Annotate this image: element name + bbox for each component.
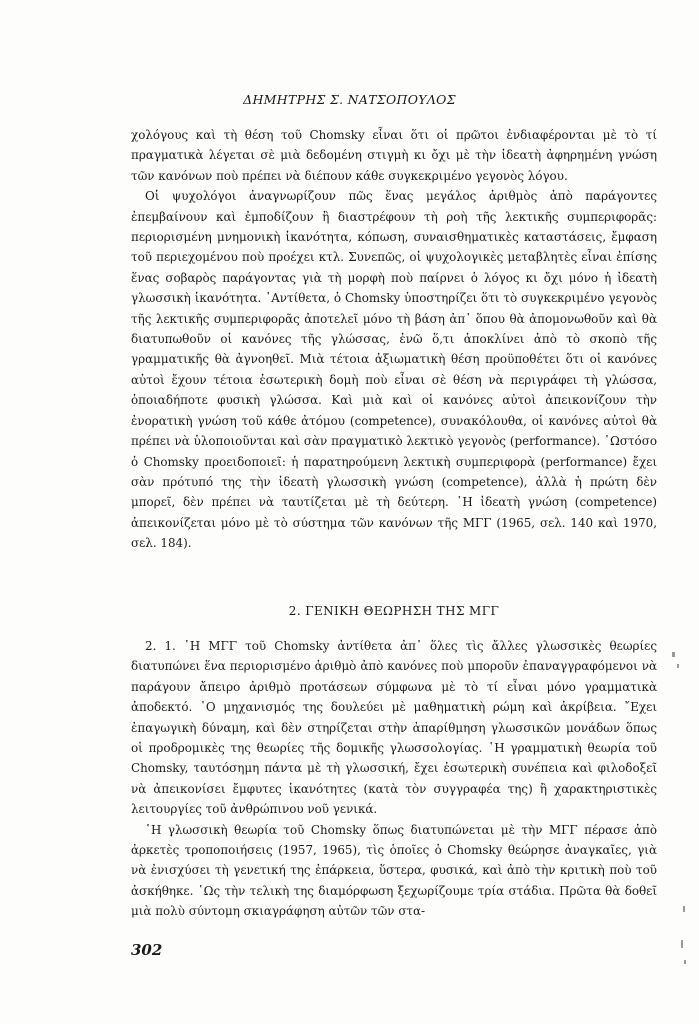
scan-artifact-mark bbox=[683, 906, 685, 912]
page-number: 302 bbox=[131, 941, 163, 959]
text-block-upper bbox=[131, 125, 657, 554]
running-head: ΔΗΜΗΤΡΗΣ Σ. ΝΑΤΣΟΠΟΥΛΟΣ bbox=[243, 92, 456, 107]
paragraph: 2. 1. ῾Η ΜΓΓ τοῦ Chomsky ἀντίθετα ἀπ᾿ ὅλες τὶς ἄλλες γλωσσικὲς θεωρίες διατυπώνει ἕνα περιορισμένο ἀριθμὸ ἀπὸ κανόνες ποὺ μποροῦν ἐπαναγγραφόμενοι νὰ παράγουν ἄπειρο ἀριθμὸ προτάσεων σύμφωνα μὲ τὸ τί εἶναι μόνο γραμματικὰ ἀποδεκτό. ῾Ο μηχανισμός της δουλεύει μὲ μαθηματικὴ ρώμη καὶ ἀκρίβεια. ῎Εχει ἐπαγωγικὴ δύναμη, καὶ δὲν στηρίζεται στὴν ἀπαρίθμηση γλωσσικῶν μονάδων ὅπως οἱ προδρομικὲς της θεωρίες τῆς δομικῆς γλωσσολογίας. ῾Η γραμματικὴ θεωρία τοῦ Chomsky, ταυτόσημη πάντα μὲ τὴ γλωσσική, ἔχει ἐσωτερικὴ συνέπεια καὶ φιλοδοξεῖ νὰ ἀπεικονίσει ἔμφυτες ἱκανότητες (κατὰ τὸν συγγραφέα της) ἢ χαρακτηριστικὲς λειτουργίες τοῦ ἀνθρώπινου νοῦ γενικά. bbox=[131, 639, 657, 817]
section-heading: 2. ΓΕΝΙΚΗ ΘΕΩΡΗΣΗ ΤΗΣ ΜΓΓ bbox=[288, 604, 500, 618]
paragraph: Οἱ ψυχολόγοι ἀναγνωρίζουν πῶς ἕνας μεγάλος ἀριθμὸς ἀπὸ παράγοντες ἐπεμβαίνουν καὶ ἐμποδίζουν ἢ διαστρέφουν τὴ ροὴ τῆς λεκτικῆς συμπεριφορᾶς: περιορισμένη μνημονικὴ ἱκανότητα, κόπωση, συναισθηματικὲς καταστάσεις, ἔμφαση τοῦ περιεχομένου ποὺ προέχει κτλ. Συνεπῶς, οἱ ψυχολογικὲς μεταβλητὲς εἶναι ἐπίσης ἕνας σοβαρὸς παράγοντας γιὰ τὴ μορφὴ ποὺ παίρνει ὁ λόγος κι ὄχι μόνο ἡ ἰδεατὴ γλωσσικὴ ἱκανότητα. ᾿Αντίθετα, ὁ Chomsky ὑποστηρίζει ὅτι τὸ συγκεκριμένο γεγονὸς τῆς λεκτικῆς συμπεριφορᾶς ἀποτελεῖ μόνο τὴ βάση ἀπ᾿ ὅπου θὰ ἀπομονωθοῦν καὶ θὰ διατυπωθοῦν οἱ κανόνες τῆς γλώσσας, ἐνῶ ὅ,τι ἀποκλίνει ἀπὸ τὸ σκοπὸ τῆς γραμματικῆς θὰ ἀγνοηθεῖ. Μιὰ τέτοια ἀξιωματικὴ θέση προϋποθέτει ὅτι οἱ κανόνες αὐτοὶ ἔχουν τέτοια ἐσωτερικὴ δομὴ ποὺ εἶναι σὲ θέση νὰ περιγράφει τὴ γλώσσα, ὁποιαδήποτε φυσικὴ γλώσσα. Καὶ μιὰ καὶ οἱ κανόνες αὐτοὶ ἀπεικονίζουν τὴν ἐνορατικὴ γνώση τοῦ κάθε ἀτόμου (competence), συνακόλουθα, οἱ κανόνες αὐτοὶ θὰ πρέπει νὰ ὑλοποιοῦνται καὶ σὰν πραγματικὸ λεκτικὸ γεγονὸς (performance). ῾Ωστόσο ὁ Chomsky προειδοποιεῖ: ἡ παρατηρούμενη λεκτικὴ συμπεριφορὰ (performance) ἔχει σὰν πρότυπό της τὴν ἰδεατὴ γλωσσικὴ γνώση (competence), ἀλλὰ ἡ πρώτη δὲν μπορεῖ, δὲν πρέπει νὰ ταυτίζεται μὲ τὴ δεύτερη. ῾Η ἰδεατὴ γνώση (competence) ἀπεικονίζεται μόνο μὲ τὸ σύστημα τῶν κανόνων τῆς ΜΓΓ (1965, σελ. 140 καὶ 1970, σελ. 184). bbox=[131, 189, 657, 551]
text-block-lower bbox=[131, 636, 657, 922]
paragraph: χολόγους καὶ τὴ θέση τοῦ Chomsky εἶναι ὅτι οἱ πρῶτοι ἐνδιαφέρονται μὲ τὸ τί πραγματικὰ λέγεται σὲ μιὰ δεδομένη στιγμὴ κι ὄχι μὲ τὴν ἰδεατὴ ἀφηρημένη γνώση τῶν κανόνων ποὺ πρέπει νὰ διέπουν κάθε συγκεκριμένο γεγονὸς λόγου. bbox=[131, 128, 657, 183]
scan-artifact-mark bbox=[684, 960, 686, 964]
scan-artifact-mark bbox=[677, 664, 679, 668]
scan-artifact-mark bbox=[681, 940, 683, 948]
scan-artifact-mark bbox=[672, 652, 675, 657]
paragraph: ῾Η γλωσσικὴ θεωρία τοῦ Chomsky ὅπως διατυπώνεται μὲ τὴν ΜΓΓ πέρασε ἀπὸ ἀρκετὲς τροποποιήσεις (1957, 1965), τὶς ὁποῖες ὁ Chomsky θεώρησε ἀναγκαῖες, γιὰ νὰ ἐνισχύσει τὴ γενετική της ἐπάρκεια, ὕστερα, φυσικά, καὶ ἀπὸ τὴν κριτικὴ ποὺ τοῦ ἀσκήθηκε. ῾Ως τὴν τελικὴ της διαμόρφωση ξεχωρίζουμε τρία στάδια. Πρῶτα θὰ δοθεῖ μιὰ πολὺ σύντομη σκιαγράφηση αὐτῶν τῶν στα- bbox=[131, 822, 657, 919]
